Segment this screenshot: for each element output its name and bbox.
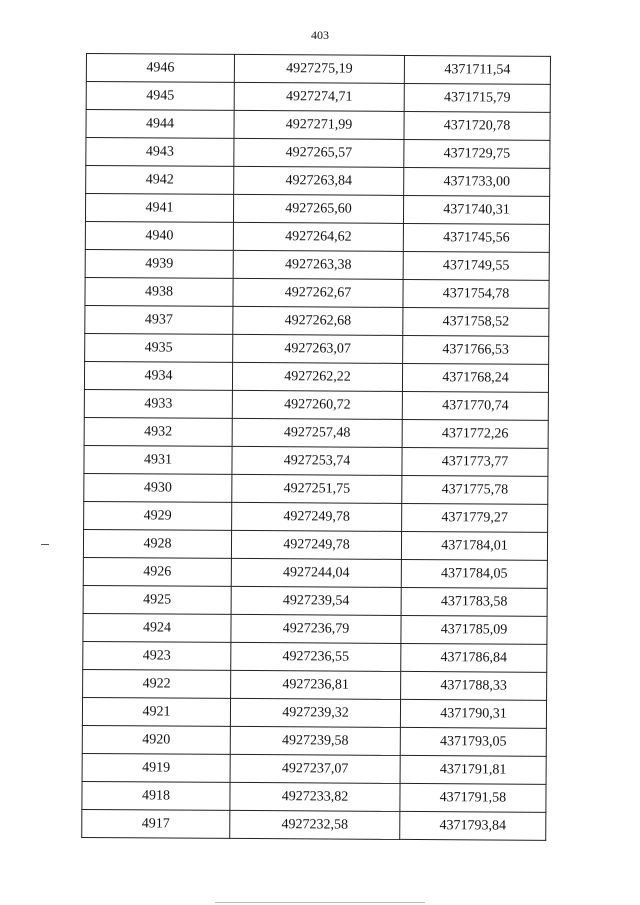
x-coordinate-cell: 4927262,68: [233, 306, 403, 335]
table-row: [86, 54, 550, 85]
x-coordinate-cell: 4927262,22: [232, 362, 402, 391]
y-coordinate-cell: 4371740,31: [403, 195, 549, 224]
x-coordinate-cell: 4927264,62: [233, 222, 403, 251]
table-row: [85, 249, 549, 280]
y-coordinate-cell: 4371745,56: [403, 223, 549, 252]
y-coordinate-cell: 4371785,09: [401, 615, 547, 644]
page-number: 403: [311, 28, 329, 42]
y-coordinate-cell: 4371733,00: [404, 167, 550, 196]
point-number-cell: 4942: [86, 166, 234, 195]
x-coordinate-cell: 4927263,84: [234, 166, 404, 195]
table-row: [85, 305, 549, 336]
point-number-cell: 4934: [84, 361, 232, 390]
x-coordinate-cell: 4927236,55: [231, 642, 401, 671]
x-coordinate-cell: 4927265,60: [233, 194, 403, 223]
table-row: [82, 809, 546, 840]
table-row: [83, 641, 547, 672]
point-number-cell: 4940: [85, 221, 233, 250]
x-coordinate-cell: 4927274,71: [234, 82, 404, 111]
table-row: [85, 221, 549, 252]
y-coordinate-cell: 4371775,78: [402, 475, 548, 504]
table-row: [84, 445, 548, 476]
point-number-cell: 4945: [86, 82, 234, 111]
table-row: [86, 166, 550, 197]
table-row: [86, 82, 550, 113]
table-row: [85, 194, 549, 225]
x-coordinate-cell: 4927263,38: [233, 250, 403, 279]
x-coordinate-cell: 4927249,78: [231, 530, 401, 559]
x-coordinate-cell: 4927239,32: [230, 698, 400, 727]
y-coordinate-cell: 4371773,77: [402, 447, 548, 476]
point-number-cell: 4920: [82, 725, 230, 754]
point-number-cell: 4932: [84, 417, 232, 446]
point-number-cell: 4917: [82, 809, 230, 838]
point-number-cell: 4946: [86, 54, 234, 83]
y-coordinate-cell: 4371779,27: [402, 503, 548, 532]
point-number-cell: 4921: [82, 697, 230, 726]
y-coordinate-cell: 4371783,58: [401, 587, 547, 616]
table-row: [86, 138, 550, 169]
point-number-cell: 4926: [83, 557, 231, 586]
x-coordinate-cell: 4927260,72: [232, 390, 402, 419]
table-row: [83, 613, 547, 644]
y-coordinate-cell: 4371749,55: [403, 251, 549, 280]
table-row: [83, 557, 547, 588]
y-coordinate-cell: 4371715,79: [404, 83, 550, 112]
point-number-cell: 4925: [83, 585, 231, 614]
x-coordinate-cell: 4927236,79: [231, 614, 401, 643]
x-coordinate-cell: 4927253,74: [232, 446, 402, 475]
point-number-cell: 4923: [83, 641, 231, 670]
x-coordinate-cell: 4927236,81: [231, 670, 401, 699]
y-coordinate-cell: 4371784,01: [401, 531, 547, 560]
point-number-cell: 4922: [83, 669, 231, 698]
y-coordinate-cell: 4371788,33: [401, 671, 547, 700]
y-coordinate-cell: 4371729,75: [404, 139, 550, 168]
point-number-cell: 4938: [85, 277, 233, 306]
point-number-cell: 4941: [85, 194, 233, 223]
table-row: [85, 277, 549, 308]
x-coordinate-cell: 4927239,54: [231, 586, 401, 615]
table-row: [84, 501, 548, 532]
table-row: [83, 669, 547, 700]
x-coordinate-cell: 4927257,48: [232, 418, 402, 447]
scan-edge-line: [215, 902, 425, 903]
point-number-cell: 4939: [85, 249, 233, 278]
y-coordinate-cell: 4371754,78: [403, 279, 549, 308]
point-number-cell: 4935: [85, 333, 233, 362]
x-coordinate-cell: 4927244,04: [231, 558, 401, 587]
x-coordinate-cell: 4927262,67: [233, 278, 403, 307]
x-coordinate-cell: 4927232,58: [230, 810, 400, 839]
point-number-cell: 4924: [83, 613, 231, 642]
table-row: [84, 417, 548, 448]
table-row: [82, 725, 546, 756]
y-coordinate-cell: 4371720,78: [404, 111, 550, 140]
x-coordinate-cell: 4927271,99: [234, 110, 404, 139]
coordinates-table: [81, 53, 551, 841]
table-row: [85, 333, 549, 364]
x-coordinate-cell: 4927275,19: [234, 54, 404, 83]
x-coordinate-cell: 4927251,75: [232, 474, 402, 503]
y-coordinate-cell: 4371791,81: [400, 755, 546, 784]
table-row: [83, 529, 547, 560]
table-row: [83, 585, 547, 616]
point-number-cell: 4918: [82, 781, 230, 810]
table-row: [86, 110, 550, 141]
point-number-cell: 4930: [84, 473, 232, 502]
point-number-cell: 4929: [84, 501, 232, 530]
y-coordinate-cell: 4371758,52: [403, 307, 549, 336]
y-coordinate-cell: 4371770,74: [402, 391, 548, 420]
y-coordinate-cell: 4371793,05: [400, 727, 546, 756]
coordinates-table-body: [82, 54, 551, 841]
y-coordinate-cell: 4371791,58: [400, 783, 546, 812]
point-number-cell: 4933: [84, 389, 232, 418]
point-number-cell: 4919: [82, 753, 230, 782]
y-coordinate-cell: 4371772,26: [402, 419, 548, 448]
y-coordinate-cell: 4371790,31: [400, 699, 546, 728]
table-row: [84, 389, 548, 420]
table-row: [82, 781, 546, 812]
x-coordinate-cell: 4927237,07: [230, 754, 400, 783]
point-number-cell: 4931: [84, 445, 232, 474]
x-coordinate-cell: 4927239,58: [230, 726, 400, 755]
y-coordinate-cell: 4371768,24: [402, 363, 548, 392]
point-number-cell: 4943: [86, 138, 234, 167]
x-coordinate-cell: 4927265,57: [234, 138, 404, 167]
point-number-cell: 4937: [85, 305, 233, 334]
y-coordinate-cell: 4371793,84: [400, 811, 546, 840]
point-number-cell: 4928: [83, 529, 231, 558]
table-row: [84, 473, 548, 504]
x-coordinate-cell: 4927249,78: [232, 502, 402, 531]
table-row: [82, 697, 546, 728]
point-number-cell: 4944: [86, 110, 234, 139]
y-coordinate-cell: 4371784,05: [401, 559, 547, 588]
table-row: [84, 361, 548, 392]
table-row: [82, 753, 546, 784]
margin-mark: [41, 544, 49, 545]
x-coordinate-cell: 4927263,07: [233, 334, 403, 363]
x-coordinate-cell: 4927233,82: [230, 782, 400, 811]
y-coordinate-cell: 4371711,54: [404, 55, 550, 84]
y-coordinate-cell: 4371766,53: [403, 335, 549, 364]
y-coordinate-cell: 4371786,84: [401, 643, 547, 672]
